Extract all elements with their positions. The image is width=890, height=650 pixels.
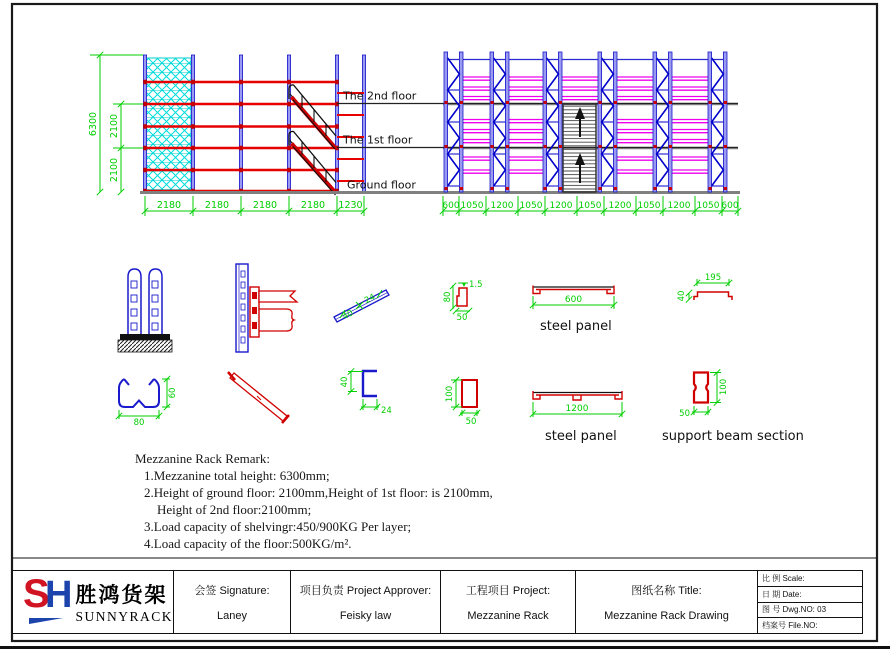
total-height-dim: 6300 [88,111,99,137]
sh-monogram [23,572,73,628]
bay-dim: 1200 [490,201,514,211]
scale-row: 比 例 Scale: [758,571,862,587]
handrail [289,85,336,136]
brace-dim: 40 [340,308,356,323]
tube-dim: 100 [445,385,455,403]
detail-beam-connector [236,264,297,352]
bay-dim: 2180 [300,200,326,211]
signature-cell [174,571,291,633]
sheet-bottom-edge [0,646,890,649]
braced-frame [708,52,727,192]
detail-upright-with-base [118,269,172,352]
remark-line: Height of 2nd floor:2100mm; [157,502,312,517]
project-cell [441,571,576,633]
title-block [12,570,863,634]
omega-dim: 60 [168,387,178,399]
braced-frame [653,52,672,192]
detail-diagonal-brace [334,290,389,322]
bay-dim: 1050 [578,201,602,211]
detail-steel-panel-600 [530,286,617,335]
panel-dim: 600 [564,295,583,305]
bay-dim: 1050 [696,201,720,211]
drawing-title-value: Mezzanine Rack Drawing [604,609,729,622]
omega-dim: 80 [133,418,145,428]
company-name-en: SUNNYRACK [75,609,173,624]
brace-dim: 24 [362,292,378,307]
remark-line: 3.Load capacity of shelvingr:450/900KG Per layer; [144,519,412,534]
project-value: Mezzanine Rack [467,609,549,622]
hat-dim: 40 [677,290,687,302]
floor-label: The 2nd floor [343,89,417,103]
floor-height-dim: 2100 [109,157,120,183]
floor-label: The 1st floor [343,133,413,147]
beam-rows [672,77,708,173]
braced-frame [490,52,509,192]
bay-dim: 2180 [252,200,278,211]
detail-omega-profile [116,376,178,428]
bay-dim: 600 [442,201,460,211]
bay-dim: 1230 [338,200,363,211]
foundation-hatch [118,340,172,352]
braced-frame [444,52,463,192]
detail-support-beam-section [662,369,804,444]
clip-dim: 80 [443,291,453,303]
bay-dim: 1200 [608,201,632,211]
signature-value: Laney [217,609,247,622]
detail-steel-panel-1200 [530,391,625,444]
channel-dim: 40 [340,376,350,388]
detail-c-channel [340,368,392,416]
meta-table [758,571,862,633]
tube-dim: 50 [465,417,477,427]
detail-label: steel panel [540,319,612,334]
remark-line: 4.Load capacity of the floor:500KG/m². [144,536,352,551]
logo-swoosh [29,618,63,624]
beam-rows [617,77,653,173]
drawing-title-label: 图纸名称 Title: [631,585,702,598]
bay-dim: 1200 [667,201,691,211]
remarks-title: Mezzanine Rack Remark: [135,451,270,466]
panel-dim: 1200 [565,404,589,414]
staircase-upper-flight [289,85,336,149]
drawing-title-cell [576,571,758,633]
company-name-cn: 胜鸿货架 [75,583,168,607]
remark-line: 1.Mezzanine total height: 6300mm; [144,468,330,483]
detail-label: support beam section [662,429,804,444]
hat-dim: 195 [704,273,722,283]
beam-rows [509,77,543,173]
bay-dim: 1050 [637,201,661,211]
braced-frame [543,52,562,192]
approver-value: Feisky law [339,609,392,622]
detail-square-tube [445,377,480,427]
floor-label: Ground floor [347,178,416,192]
signature-label: 会签 Signature: [194,585,270,598]
braced-frame [598,52,617,192]
detail-support-beam-iso [228,372,289,423]
floor-height-dim: 2100 [109,113,120,139]
logo-letter-h: H [45,574,73,616]
bay-dim: 1200 [549,201,573,211]
dwg-no-row: 图 号 Dwg.NO: 03 [758,603,862,619]
section-dim: 100 [719,378,729,396]
beam-rows [562,77,598,100]
section-dim: 50 [679,409,690,419]
bay-dim: 2180 [156,200,182,211]
beam-rows [463,77,490,173]
bay-dim: 1050 [460,201,484,211]
company-logo [13,571,174,633]
detail-label: steel panel [545,429,617,444]
approver-cell [291,571,441,633]
clip-dim: 50 [456,313,468,323]
project-label: 工程项目 Project: [465,585,551,598]
approver-label: 项目负责 Project Approver: [299,585,432,598]
detail-hat-profile [677,273,732,303]
detail-panel-clip [443,280,483,323]
remark-line: 2.Height of ground floor: 2100mm,Height of 1st floor: is 2100mm, [144,485,493,500]
remarks-block [135,450,493,552]
bay-dim: 600 [721,201,739,211]
channel-dim: 24 [381,406,392,416]
stair-shaft [563,104,596,192]
bay-dim: 2180 [204,200,230,211]
date-row: 日 期 Date: [758,587,862,603]
file-no-row: 档案号 File.NO: [762,621,818,631]
clip-dim: 1.5 [469,280,483,290]
logo-letter-s: S [23,572,50,616]
bay-dim: 1050 [519,201,543,211]
base-plate [120,334,170,340]
